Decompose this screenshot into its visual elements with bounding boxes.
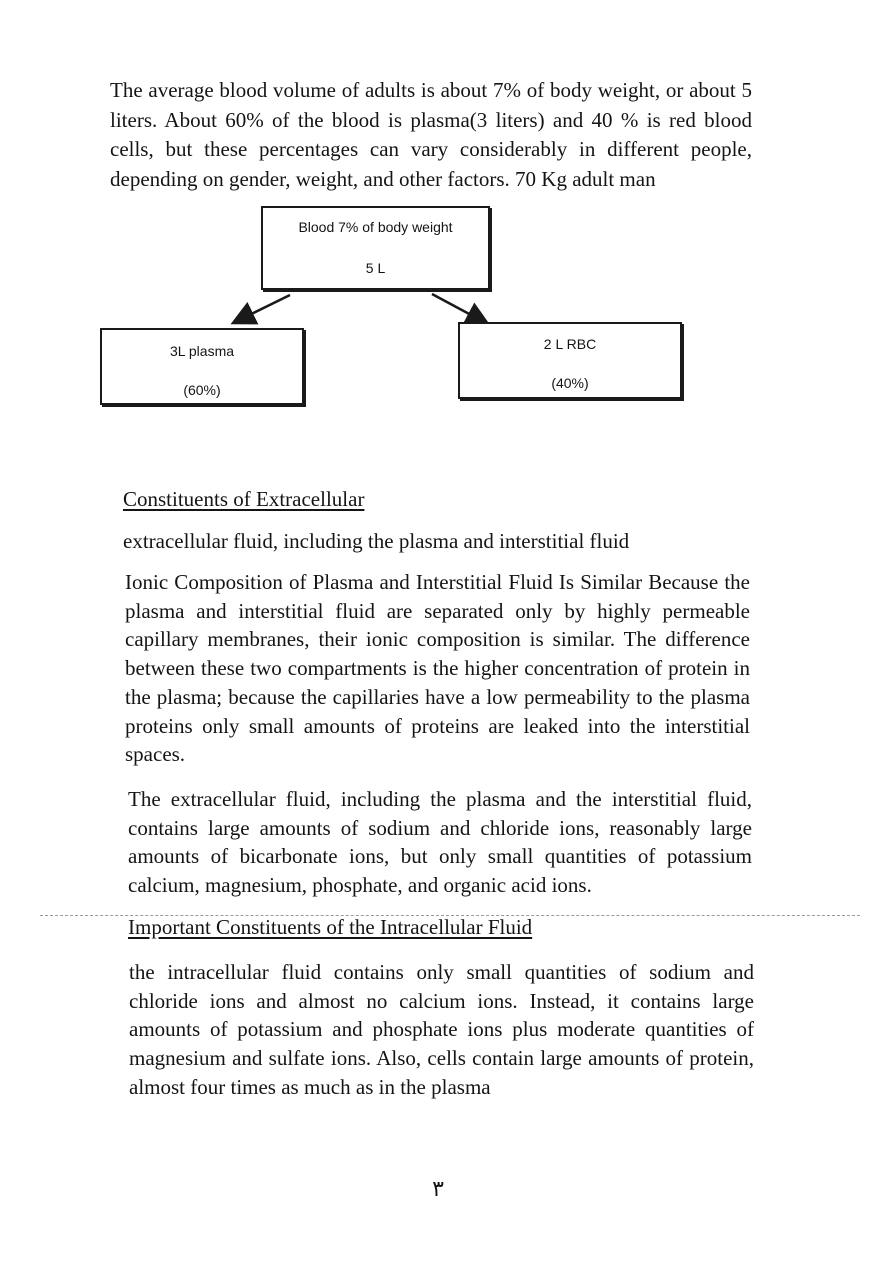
rbc-box — [458, 322, 682, 399]
page-number: ٣ — [432, 1177, 444, 1202]
intracellular-paragraph: the intracellular fluid contains only small quantities of sodium and chloride ions and almost no calcium ions. Instead, it contains large amounts of potassium and phosphate ions plus moderate quantities of magnesium and sulfate ions. Also, cells contain large amounts of protein, almost four times as much as in the plasma — [129, 960, 754, 1099]
rbc-label: 2 L RBC — [543, 336, 597, 352]
intro-paragraph: The average blood volume of adults is about 7% of body weight, or about 5 liters. About 60% of the blood is plasma(3 liters) and 40 % is red blood cells, but these percentages can vary considerably in different people, depending on gender, weight, and other factors. 70 Kg adult man — [110, 78, 752, 191]
intracellular-heading: Important Constituents of the Intracellular Fluid — [128, 915, 533, 939]
plasma-label: 3L plasma — [169, 343, 235, 359]
blood-total-label: Blood 7% of body weight — [298, 219, 453, 235]
plasma-percent: (60%) — [183, 382, 221, 398]
rbc-percent: (40%) — [551, 375, 589, 391]
plasma-box — [100, 328, 304, 405]
ionic-composition-paragraph: Ionic Composition of Plasma and Interstitial Fluid Is Similar Because the plasma and interstitial fluid are separated only by highly permeable capillary membranes, their ionic composition is similar. The difference between these two compartments is the higher concentration of protein in the plasma; because the capillaries have a low permeability to the plasma proteins only small amounts of proteins are leaked into the interstitial spaces. — [125, 570, 750, 767]
blood-total-volume: 5 L — [365, 260, 386, 276]
arrow-to-plasma — [235, 295, 290, 322]
extracellular-definition: extracellular fluid, including the plasma and interstitial fluid — [123, 529, 630, 553]
extracellular-heading: Constituents of Extracellular — [123, 487, 365, 511]
extracellular-ions-paragraph: The extracellular fluid, including the plasma and the interstitial fluid, contains large amounts of sodium and chloride ions, reasonably large amounts of bicarbonate ions, but only small quantities of potassium calcium, magnesium, phosphate, and organic acid ions. — [128, 787, 752, 898]
arrow-to-rbc — [432, 294, 486, 323]
